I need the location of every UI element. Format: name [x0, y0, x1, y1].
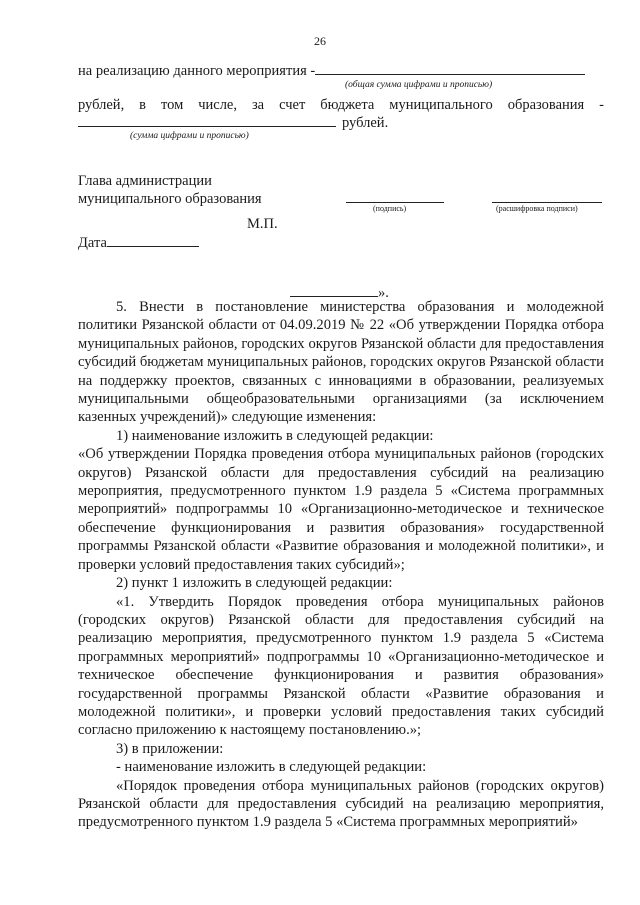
paragraph-appendix-name: - наименование изложить в следующей редакции: [116, 759, 427, 776]
signature-line [346, 202, 444, 203]
paragraph-new-title: «Об утверждении Порядка проведения отбора муниципальных районов (городских округов) Рязанской области для предоставления субсидий на реализацию мероприятия, предусмотренного пунктом 1.9 раздела 5 «Система программных мероприятий» подпрограммы 10 «Организационно-методическое и техническое обеспечение функционирования и развития образования» государственной программы Рязанской области «Развитие образования и молодежной политики», и проверки условий предоставления таких субсидий»; [78, 446, 604, 573]
paragraph-subitem-3: 3) в приложении: [116, 740, 224, 757]
date-blank [107, 233, 199, 247]
funding-line-1-text: на реализацию данного мероприятия - [78, 63, 316, 79]
paragraph-appendix-title: «Порядок проведения отбора муниципальных районов (городских округов) Рязанской области для предоставления субсидий на реализацию мероприятия, предусмотренного пунктом 1.9 раздела 5 «Система программных мероприятий» [78, 777, 604, 831]
total-amount-blank [315, 61, 585, 75]
funding-line-2: рублей, в том числе, за счет бюджета муниципального образования - [78, 97, 604, 113]
decode-line [492, 202, 602, 203]
closing-quote: ». [378, 285, 389, 301]
funding-line-1 [78, 61, 585, 80]
budget-amount-blank [78, 113, 336, 127]
funding-line-3 [78, 113, 388, 132]
decode-hint: (расшифровка подписи) [496, 204, 578, 213]
budget-amount-hint: (сумма цифрами и прописью) [130, 131, 249, 141]
stamp-placeholder: М.П. [247, 216, 278, 232]
paragraph-item-5: 5. Внести в постановление министерства образования и молодежной политики Рязанской области от 04.09.2019 № 22 «Об утверждении Порядка отбора муниципальных районов, городских округов Рязанской области для предоставления субсидий бюджетам муниципальных районов, городских округов Рязанской области на поддержку проектов, связанных с инновациями в образовании, реализуемых муниципальными общеобразовательными организациями (за исключением казенных учреждений)» следующие изменения: [78, 299, 604, 426]
paragraph-subitem-2: 2) пункт 1 изложить в следующей редакции: [116, 575, 393, 592]
amendment-text [78, 298, 604, 832]
paragraph-subitem-1: 1) наименование изложить в следующей редакции: [116, 427, 434, 444]
total-amount-hint: (общая сумма цифрами и прописью) [345, 80, 493, 90]
date-field [78, 233, 199, 252]
signature-hint: (подпись) [373, 204, 407, 213]
page-number: 26 [314, 34, 326, 48]
signatory-title-2: муниципального образования [78, 191, 262, 207]
funding-line-3-text: рублей. [342, 115, 389, 131]
closing-blank [290, 283, 378, 297]
signatory-title-1: Глава администрации [78, 173, 212, 189]
date-label: Дата [78, 235, 107, 251]
paragraph-new-clause-1: «1. Утвердить Порядок проведения отбора муниципальных районов (городских округов) Рязанской области для предоставления субсидий на реализацию мероприятия, предусмотренного пунктом 1.9 раздела 5 «Система программных мероприятий» подпрограммы 10 «Организационно-методическое и техническое обеспечение функционирования и развития образования» государственной программы Рязанской области «Развитие образования и молодежной политики», и проверки условий предоставления таких субсидий согласно приложению к настоящему постановлению.»; [78, 593, 604, 739]
